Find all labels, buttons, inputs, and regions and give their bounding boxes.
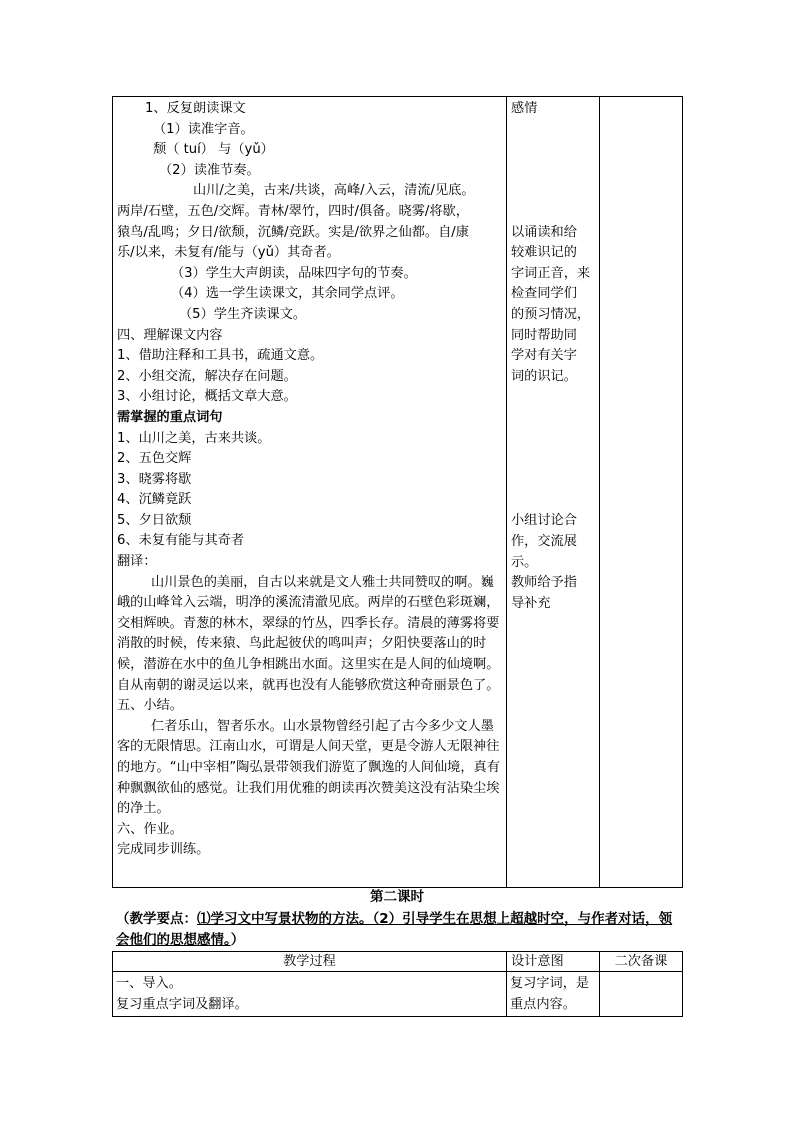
summary-heading: 五、小结。	[117, 698, 183, 714]
process-line: 复习重点字词及翻译。	[116, 997, 248, 1012]
process-line: （4）选一学生读课文，其余同学点评。	[171, 286, 404, 302]
intent-line: 检查同学们	[511, 286, 577, 302]
process-line: 1、反复朗读课文	[145, 101, 246, 116]
process-line: （2）读准节奏。	[159, 162, 260, 178]
intent-line: 以诵读和给	[511, 224, 577, 240]
intent-line: 重点内容。	[510, 997, 576, 1012]
process-line: 6、未复有能与其奇者	[117, 533, 245, 549]
translation-text: 山川景色的美丽，自古以来就是文人雅士共同赞叹的啊。巍峨的山峰耸入云端，明净的溪流清澈见底。两岸的石壁色彩斑斓，交相辉映。青葱的林木，翠绿的竹丛，四季长存。清晨的薄雾将要消散的时候，传来猿、鸟此起彼伏的鸣叫声；夕阳快要落山的时候，潜游在水中的鱼儿争相跳出水面。这里实在是人间的仙境啊。自从南朝的谢灵运以来，就再也没有人能够欣赏这种奇丽景色了。	[117, 574, 500, 693]
process-line: 2、五色交辉	[117, 451, 192, 467]
intent-line: 作，交流展示。	[511, 533, 577, 570]
revision-cell[interactable]	[600, 97, 683, 888]
revision-cell-2[interactable]	[600, 972, 683, 1017]
header-intent: 设计意图	[507, 952, 600, 972]
points-body: ⑴学习文中写景状物的方法。（2）引导学生在思想上超越时空，与作者对话，领会他们的思想感情。	[116, 911, 673, 948]
intent-top: 感情	[511, 101, 538, 116]
homework-heading: 六、作业。	[117, 821, 183, 837]
process-cell	[113, 97, 507, 888]
process-line: 猿鸟/乱鸣；夕日/欲颓，沉鳞/竞跃。实是/欲界之仙都。自/康	[117, 224, 469, 240]
process-line: 3、晓雾将歇	[117, 471, 192, 487]
homework-text: 完成同步训练。	[117, 842, 210, 858]
intent-group	[511, 511, 597, 614]
intent-line: 词的识记。	[511, 368, 577, 384]
process-line: 5、夕日欲颓	[117, 512, 192, 528]
points-suffix: ）	[230, 932, 245, 948]
points-prefix: （教学要点：	[116, 911, 197, 927]
header-revision: 二次备课	[600, 952, 683, 972]
process-line: 四、理解课文内容	[117, 327, 223, 343]
intent-line: 的预习情况，	[511, 306, 591, 322]
intent-cell-2	[507, 972, 600, 1017]
intent-line: 教师给予指	[511, 575, 577, 591]
intent-reading	[511, 223, 597, 388]
process-line: （5）学生齐读课文。	[179, 306, 307, 322]
process-line: 1、借助注释和工具书，疏通文意。	[117, 348, 324, 364]
intent-line: 字词正音，来	[511, 265, 591, 281]
process-line: 2、小组交流，解决存在问题。	[117, 368, 297, 384]
process-line: 一、导入。	[116, 976, 182, 991]
process-lines	[117, 99, 502, 573]
lesson-table-part2	[112, 951, 683, 1017]
process-line: 乐/以来，未复有/能与（yǔ）其奇者。	[117, 245, 340, 261]
header-process: 教学过程	[113, 952, 507, 972]
process-line: 3、小组讨论，概括文章大意。	[117, 389, 297, 405]
process-line: （3）学生大声朗读，品味四字句的节奏。	[171, 265, 417, 281]
lesson-points	[116, 909, 682, 951]
intent-line: 同时帮助同	[511, 327, 577, 343]
process-line: 翻译：	[117, 554, 157, 570]
process-line: 山川/之美，古来/共谈，高峰/入云，清流/见底。	[193, 183, 475, 199]
intent-line: 学对有关字	[511, 348, 577, 364]
process-line: 颓（ tuí） 与（yǔ）	[153, 142, 274, 158]
intent-line: 小组讨论合	[511, 513, 577, 529]
intent-line: 较难识记的	[511, 245, 577, 261]
process-line: 需掌握的重点词句	[117, 409, 223, 425]
process-line: （1）读准字音。	[153, 121, 254, 137]
process-line: 4、沉鳞竟跃	[117, 492, 192, 508]
lesson-table-part1	[112, 96, 683, 888]
summary-text: 仁者乐山，智者乐水。山水景物曾经引起了古今多少文人墨客的无限情思。江南山水，可谓是人间天堂，更是令游人无限神往的地方。“山中宰相”陶弘景带领我们游览了飘逸的人间仙境，真有种飘飘欲仙的感觉。让我们用优雅的朗读再次赞美这没有沾染尘埃的净土。	[117, 718, 500, 817]
intent-line: 复习字词，是	[510, 976, 590, 991]
process-line: 两岸/石壁，五色/交辉。青林/翠竹，四时/俱备。晓雾/将歇，	[117, 203, 469, 219]
intent-line: 导补充	[511, 595, 551, 611]
lesson-title: 第二课时	[370, 889, 424, 905]
process-line: 1、山川之美，古来共谈。	[117, 430, 271, 446]
process-cell-2	[113, 972, 507, 1017]
intent-cell	[507, 97, 600, 888]
